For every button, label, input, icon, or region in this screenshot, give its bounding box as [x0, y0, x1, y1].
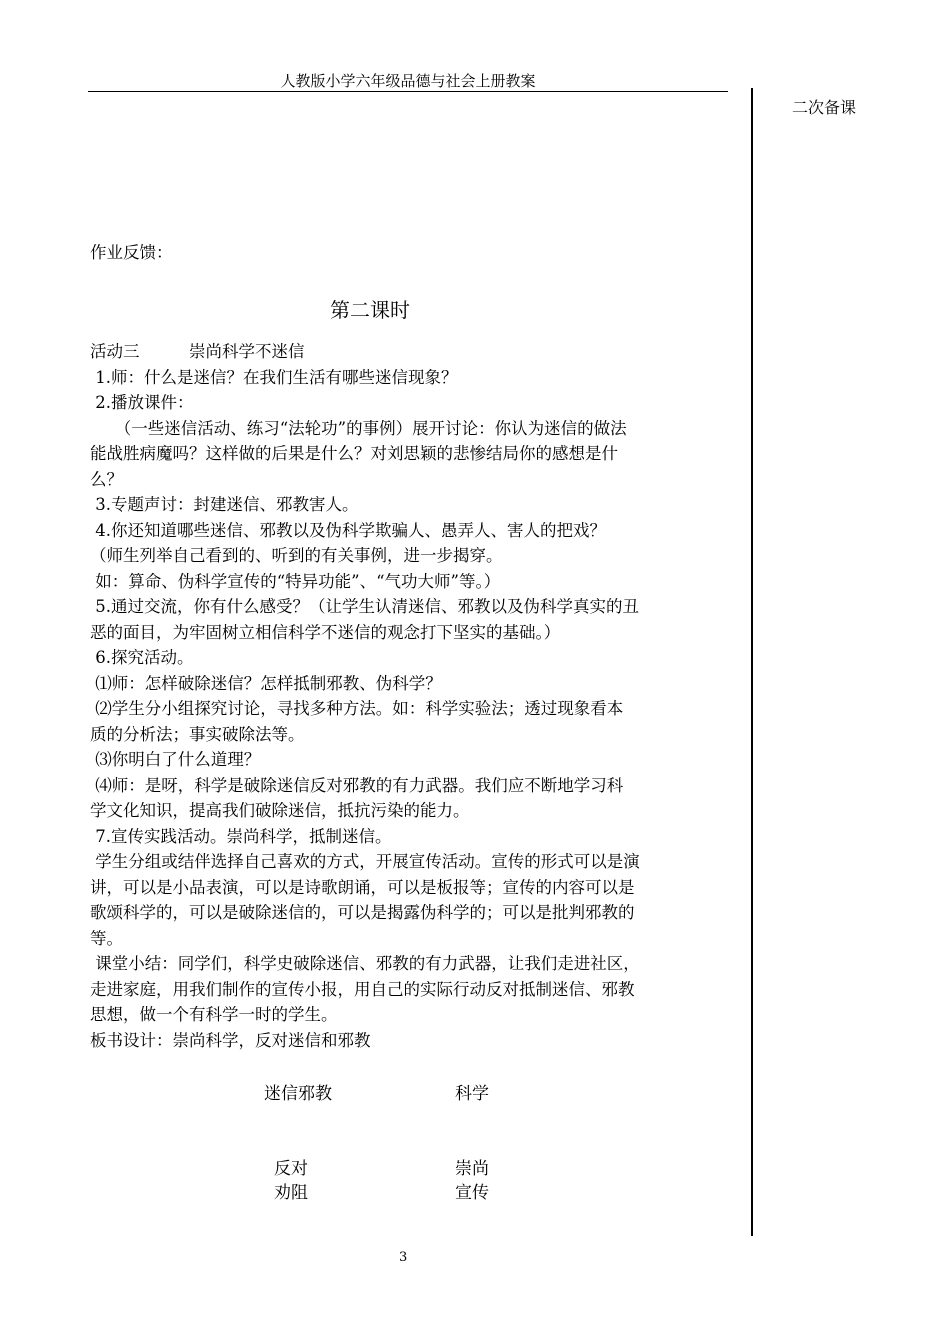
- lesson-content: [90, 339, 725, 1053]
- lesson-title: 第二课时: [330, 298, 410, 322]
- paragraph-line: 1.师：什么是迷信？在我们生活有哪些迷信现象？: [90, 367, 458, 387]
- paragraph-line: 活动三 崇尚科学不迷信: [90, 342, 305, 361]
- paragraph-line: ⑴师：怎样破除迷信？怎样抵制邪教、伪科学？: [90, 673, 442, 693]
- paragraph-line: ⑵学生分小组探究讨论，寻找多种方法。如：科学实验法；透过现象看本: [90, 699, 624, 718]
- paragraph-line: （一些迷信活动、练习“法轮功”的事例）展开讨论：你认为迷信的做法: [90, 418, 627, 438]
- document-header: 人教版小学六年级品德与社会上册教案: [280, 72, 536, 90]
- paragraph-line: 讲，可以是小品表演，可以是诗歌朗诵，可以是板报等；宣传的内容可以是: [90, 877, 635, 897]
- paragraph-line: 走进家庭，用我们制作的宣传小报，用自己的实际行动反对抵制迷信、邪教: [90, 979, 635, 999]
- paragraph-line: ⑶你明白了什么道理？: [90, 750, 261, 769]
- paragraph-line: 思想，做一个有科学一时的学生。: [90, 1005, 338, 1024]
- sidebar-title: 二次备课: [792, 98, 857, 117]
- paragraph-line: 能战胜病魔吗？这样做的后果是什么？对刘思颖的悲惨结局你的感想是什: [90, 444, 618, 463]
- homework-feedback-label: 作业反馈：: [90, 243, 173, 262]
- paragraph-line: 等。: [90, 928, 123, 948]
- paragraph-line: 么？: [90, 469, 123, 489]
- board-right-title: 科学: [455, 1084, 489, 1104]
- paragraph-line: 4.你还知道哪些迷信、邪教以及伪科学欺骗人、愚弄人、害人的把戏？: [90, 520, 606, 540]
- paragraph-line: 5.通过交流，你有什么感受？（让学生认清迷信、邪教以及伪科学真实的丑: [90, 597, 639, 616]
- paragraph-line: ⑷师：是呀，科学是破除迷信反对邪教的有力武器。我们应不断地学习科: [90, 775, 624, 795]
- page-number: 3: [399, 1250, 408, 1265]
- board-right-item: 宣传: [455, 1183, 489, 1203]
- paragraph-line: 课堂小结：同学们，科学史破除迷信、邪教的有力武器，让我们走进社区，: [90, 954, 640, 973]
- paragraph-line: 6.探究活动。: [90, 648, 194, 667]
- paragraph-line: （师生列举自己看到的、听到的有关事例，进一步揭穿。: [90, 546, 503, 565]
- paragraph-line: 学文化知识，提高我们破除迷信，抵抗污染的能力。: [90, 801, 470, 820]
- paragraph-line: 3.专题声讨：封建迷信、邪教害人。: [90, 495, 359, 514]
- paragraph-line: 7.宣传实践活动。崇尚科学，抵制迷信。: [90, 826, 392, 846]
- board-left-item: 劝阻: [274, 1183, 308, 1203]
- header-divider: [88, 91, 728, 92]
- paragraph-line: 2.播放课件：: [90, 393, 194, 412]
- board-left-title: 迷信邪教: [264, 1084, 332, 1104]
- board-left-item: 反对: [274, 1159, 308, 1179]
- board-right-item: 崇尚: [455, 1159, 489, 1179]
- paragraph-line: 歌颂科学的，可以是破除迷信的，可以是揭露伪科学的；可以是批判邪教的: [90, 903, 635, 922]
- paragraph-line: 质的分析法；事实破除法等。: [90, 724, 305, 744]
- margin-divider: [751, 88, 753, 1236]
- paragraph-line: 如：算命、伪科学宣传的“特异功能”、“气功大师”等。）: [90, 571, 501, 591]
- paragraph-line: 板书设计：崇尚科学，反对迷信和邪教: [90, 1030, 371, 1050]
- paragraph-line: 恶的面目，为牢固树立相信科学不迷信的观念打下坚实的基础。）: [90, 622, 561, 642]
- paragraph-line: 学生分组或结伴选择自己喜欢的方式，开展宣传活动。宣传的形式可以是演: [90, 852, 640, 871]
